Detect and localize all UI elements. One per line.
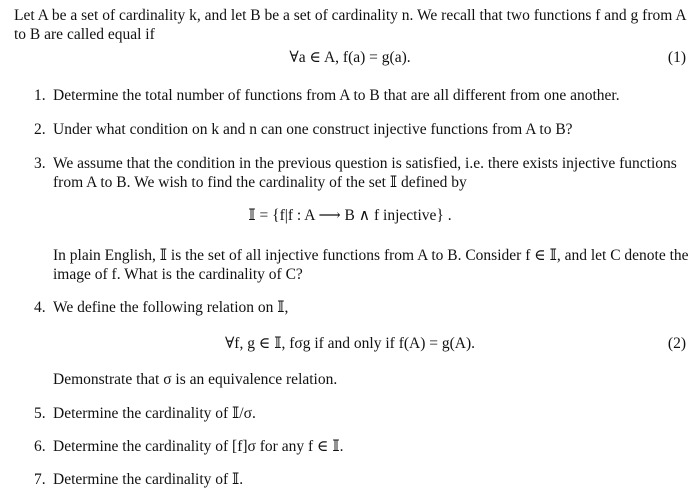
question-7 <box>34 470 686 489</box>
intro-text: Let A be a set of cardinality k, and let B be a set of cardinality n. We recall that two functions f and g from A to B are called equal if <box>14 7 686 43</box>
question-3-text: We assume that the condition in the previous question is satisfied, i.e. there exists injective functions from A to B. We wish to find the cardinality of the set 𝕀 defined by <box>53 155 677 191</box>
question-4 <box>34 298 686 317</box>
question-4-number: 4. <box>34 299 46 316</box>
question-4-text: We define the following relation on 𝕀, <box>53 299 289 316</box>
question-7-text: Determine the cardinality of 𝕀. <box>53 471 244 488</box>
set-definition: 𝕀 = {f|f : A ⟶ B ∧ f injective} . <box>248 207 452 224</box>
question-1-number: 1. <box>34 87 46 104</box>
question-2-number: 2. <box>34 121 46 138</box>
question-7-number: 7. <box>34 471 46 488</box>
question-5-number: 5. <box>34 405 46 422</box>
question-6 <box>34 437 686 456</box>
question-3-paragraph: In plain English, 𝕀 is the set of all injective functions from A to B. Consider f ∈ 𝕀, and let C denote the image of f. What is the cardinality of C? <box>53 247 689 283</box>
question-3-number: 3. <box>34 155 46 172</box>
question-6-number: 6. <box>34 438 46 455</box>
question-2 <box>34 120 686 139</box>
question-3 <box>34 154 686 192</box>
question-6-text: Determine the cardinality of [f]σ for any f ∈ 𝕀. <box>53 438 344 455</box>
question-2-text: Under what condition on k and n can one construct injective functions from A to B? <box>53 121 573 138</box>
question-1 <box>34 86 686 105</box>
equation-2-number: (2) <box>667 335 686 352</box>
equation-1: ∀a ∈ A, f(a) = g(a). <box>289 49 411 66</box>
question-4-paragraph: Demonstrate that σ is an equivalence relation. <box>53 371 338 388</box>
equation-2: ∀f, g ∈ 𝕀, fσg if and only if f(A) = g(A). <box>224 335 476 352</box>
question-5 <box>34 404 686 423</box>
question-1-text: Determine the total number of functions from A to B that are all different from one another. <box>53 87 620 104</box>
equation-1-number: (1) <box>667 49 686 66</box>
question-5-text: Determine the cardinality of 𝕀/σ. <box>53 405 256 422</box>
